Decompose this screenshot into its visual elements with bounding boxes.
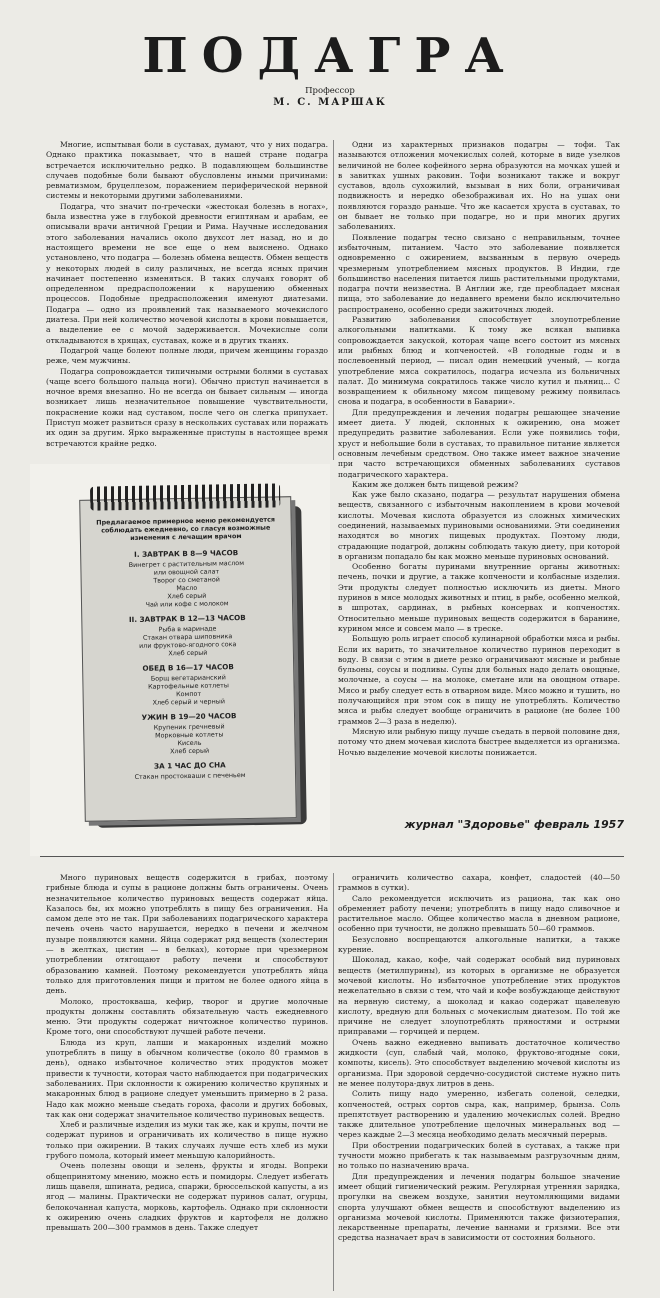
meal-title: I. ЗАВТРАК В 8—9 ЧАСОВ <box>134 548 239 559</box>
column-right-bottom <box>338 873 620 1291</box>
menu-dish: Хлеб серый <box>168 648 208 658</box>
diet-menu <box>95 515 282 781</box>
menu-dish: Кисель <box>177 738 202 748</box>
paragraph: Мясную или рыбную пищу лучше съедать в первой половине дня, потому что днем мочевая кислота быстрее выделяется из организма. Ночью выделение мочевой кислоты понижается. <box>338 726 620 757</box>
menu-dish: Картофельные котлеты <box>147 681 229 691</box>
spiral-binding-icon <box>90 483 280 510</box>
paragraph: Подагрой чаще болеют полные люди, причем женщины гораздо реже, чем мужчины. <box>46 345 328 366</box>
column-left-top <box>46 140 328 452</box>
menu-dish: или овощной салат <box>153 567 220 577</box>
paragraph: Солить пищу надо умеренно, избегать соленой, селедки, копченостей, острых сортов сыра, как, например, брынза. Соль препятствует растворению и удалению мочекислых солей. Вредно также длительное употребление щелочных минеральных вод — через каждые 2—3 месяца необходимо делать месячный перерыв. <box>338 1089 620 1140</box>
article-title: ПОДАГРА <box>142 28 518 84</box>
paragraph: Большую роль играет способ кулинарной обработки мяса и рыбы. Если их варить, то значительное количество пуринов переходит в воду. В связи с этим в диете резко ограничивают мясные и рыбные бульоны, соусы и подливы. Супы для больных надо делать овощные, молочные, а соусы — на молоке, сметане или на овощном отваре. Мясо и рыбу следует есть в отварном виде. Мясо можно и тушить, но получающийся при этом сок в пищу не употреблять. Количество мяса и рыбы следует вообще ограничить в рационе (не более 100 граммов 2—3 раза в неделю). <box>338 634 620 726</box>
paragraph: Для предупреждения и лечения подагры решающее значение имеет диета. У людей, склонных к ожирению, она может предупредить развитие заболевания. Если уже появились тофи, хруст и небольшие боли в суставах, то правильное питание является основным лечебным средством. Оно также имеет важное значение при часто встречающихся обменных заболеваниях суставов подагрического характера. <box>338 407 620 479</box>
menu-dish: Морковные котлеты <box>155 730 224 740</box>
meal-title: УЖИН В 19—20 ЧАСОВ <box>141 711 237 722</box>
menu-dish: Борщ вегетарианский <box>150 673 226 683</box>
menu-dish: Чай или кофе с молоком <box>145 599 229 609</box>
paragraph: Развитию заболевания способствует злоупотребление алкогольными напитками. К тому же всякая выпивка сопровождается закуской, которая чаще всего состоит из мясных или рыбных блюд и копченостей. «В голодные годы и в послевоенный период, — писал один немецкий ученый, — когда употребление мяса сократилось, подагра исчезла из больничных палат. До минимума сократилось также число кутил и пьяниц... С возвращением к обильному мясом пищевому режиму появилась снова и подагра, в особенности в Баварии». <box>338 315 620 407</box>
paragraph: Для предупреждения и лечения подагры большое значение имеет общий гигиенический режим. Регулярная утренняя зарядка, прогулки на свежем воздухе, занятия неутомляющими видами спорта улучшают обмен веществ и способствуют выделению из организма мочевой кислоты. Применяются также физиотерапия, лекарственные препараты, лечение ваннами и грязями. Все эти средства назначает врач в зависимости от состояния больного. <box>338 1171 620 1243</box>
menu-dish: Рыба в маринаде <box>158 624 217 634</box>
byline <box>250 86 410 108</box>
source-caption: журнал "Здоровье" февраль 1957 <box>404 818 624 831</box>
paragraph: Блюда из круп, лапши и макаронных изделий можно употреблять в пищу в обычном количестве (около 80 граммов в день), однако избыточное количество этих продуктов может привести к тучности, которая часто наблюдается при подагрических заболеваниях. При склонности к ожирению количество крупяных и макаронных блюд в рационе следует уменьшить примерно в 2 раза. Надо как можно меньше съедать гороха, фасоли и других бобовых, так как они содержат значительное количество пуриновых веществ. <box>46 1037 328 1119</box>
paragraph: ограничить количество сахара, конфет, сладостей (40—50 граммов в сутки). <box>338 873 620 893</box>
paragraph: Особенно богаты пуринами внутренние органы животных: печень, почки и другие, а также копчености и колбасные изделия. Эти продукты следует полностью исключить из диеты. Много пуринов в мясе молодых животных и птиц, в рыбе, особенно мелкой, в шпротах, сардинах, в рыбных консервах и копченостях. Относительно меньше пуриновых веществ содержится в баранине, курином мясе и совсем мало — в треске. <box>338 562 620 633</box>
paragraph: Как уже было сказано, подагра — результат нарушения обмена веществ, связанного с избыточным накоплением в крови мочевой кислоты. Мочевая кислота образуется из сложных химических соединений, называемых пуриновыми основаниями. Эти соединения находятся во многих пищевых продуктах. Поэтому люди, страдающие подагрой, должны соблюдать такую диету, при которой в организм попадало бы как можно меньше пуриновых оснований. <box>338 490 620 561</box>
paragraph: Подагра сопровождается типичными острыми болями в суставах (чаще всего большого пальца ноги). Обычно приступ начинается в ночное время внезапно. Но не всегда он бывает сильным — иногда возникает лишь незначительное повышение чувствительности, покраснение кожи над суставом, после чего он слегка припухает. Приступ может развиться сразу в нескольких суставах или поражать их один за другим. Ярко выраженные приступы в настоящее время встречаются крайне редко. <box>46 366 328 448</box>
column-left-bottom <box>46 873 328 1291</box>
menu-intro: Предлагаемое примерное меню рекомендуется соблюдать ежедневно, со гласуя возможные изменения с лечащим врачом <box>96 515 276 542</box>
menu-dish: Винегрет с растительным маслом <box>128 559 245 570</box>
paragraph: Безусловно воспрещаются алкогольные напитки, а также курение. <box>338 934 620 955</box>
menu-dish: Крупеник гречневый <box>153 722 225 732</box>
menu-dish: Масло <box>176 583 198 593</box>
paragraph: Одни из характерных признаков подагры — тофи. Так называются отложения мочекислых солей, которые в виде узелков величиной не более кофейного зерна образуются на мочках ушей и в завитках ушных раковин. Тофи возникают также и вокруг суставов, вдоль сухожилий, вызывая в них боли, ограничивая подвижность и нередко обезображивая их. Но на ушах они появляются гораздо раньше. Что же касается хруста в суставах, то он бывает не только при подагре, но и при многих других заболеваниях. <box>338 140 620 232</box>
menu-dish: или фруктово-ягодного сока <box>139 640 237 650</box>
paragraph: Очень полезны овощи и зелень, фрукты и ягоды. Вопреки общепринятому мнению, можно есть и помидоры. Следует избегать лишь щавеля, шпината, редиса, спаржи, брюссельской капусты, а из ягод — малины. Практически не содержат пуринов салат, огурцы, белокочанная капуста, морковь, картофель. Однако при склонности к ожирению очень сладких фруктов и картофеля не должно превышать 200—300 граммов в день. Также следует <box>46 1161 328 1233</box>
paragraph: Многие, испытывая боли в суставах, думают, что у них подагра. Однако практика показывает, что в нашей стране подагра встречается исключительно редко. В подавляющем большинстве случаев подобные боли бывают обусловлены иными причинами: ревматизмом, бруцеллезом, поражением периферической нервной системы и некоторыми другими заболеваниями. <box>46 140 328 201</box>
meal-title: II. ЗАВТРАК В 12—13 ЧАСОВ <box>128 612 246 625</box>
author-name: М. С. МАРШАК <box>273 97 387 108</box>
menu-dish: Хлеб серый <box>169 746 210 756</box>
paragraph: Очень важно ежедневно выпивать достаточное количество жидкости (суп, слабый чай, молоко, фруктово-ягодные соки, компоты, кисель). Это способствует выделению мочевой кислоты из организма. При здоровой сердечно-сосудистой системе нужно пить не менее полутора-двух литров в день. <box>338 1037 620 1088</box>
meal-title: ЗА 1 ЧАС ДО СНА <box>153 760 226 771</box>
menu-dish: Творог со сметаной <box>153 575 220 585</box>
paragraph: Хлеб и различные изделия из муки так же, как и крупы, почти не содержат пуринов и ограничивать их количество в пище нужно только при ожирении. В таких случаях лучше есть хлеб из муки грубого помола, который имеет меньшую калорийность. <box>46 1120 328 1161</box>
paragraph: При обострении подагрических болей в суставах, а также при тучности можно прибегать к так называемым разгрузочным дням, но только по назначению врача. <box>338 1140 620 1171</box>
paragraph: Появление подагры тесно связано с неправильным, точнее избыточным, питанием. Часто это заболевание появляется одновременно с ожирением, вызванным в первую очередь чрезмерным употреблением мясных продуктов. В Индии, где большинство населения питается лишь растительными продуктами, подагра почти неизвестна. В Англии же, где преобладает мясная пища, это заболевание до недавнего времени было исключительно распространено, особенно среди зажиточных людей. <box>338 232 620 314</box>
paragraph: Каким же должен быть пищевой режим? <box>352 479 519 489</box>
paragraph: Шоколад, какао, кофе, чай содержат особый вид пуриновых веществ (метилпурины), из которых в организме не образуется мочевой кислоты. Но избыточное употребление этих продуктов нежелательно в связи с тем, что чай и кофе возбуждающе действуют на нервную систему, а шоколад и какао содержат щавелевую кислоту, вредную для больных с мочекислым диатезом. По той же причине не следует злоупотреблять пряностями и острыми приправами — горчицей и перцем. <box>338 955 620 1037</box>
section-divider <box>40 856 624 857</box>
menu-dish: Стакан отвара шиповника <box>142 632 233 642</box>
menu-dish: Хлеб серый и черный <box>152 697 226 707</box>
meal-title: ОБЕД В 16—17 ЧАСОВ <box>142 662 234 673</box>
author-role: Профессор <box>305 86 355 96</box>
notepad <box>79 496 297 822</box>
column-right-top <box>338 140 620 810</box>
notepad-photo <box>30 464 330 856</box>
paragraph: Сало рекомендуется исключить из рациона, так как оно обременяет работу печени; употреблять в пищу надо сливочное и растительное масло. Общее количество масла в дневном рационе, особенно при тучности, не должно превышать 50—60 граммов. <box>338 893 620 934</box>
column-divider <box>333 140 334 460</box>
column-divider <box>333 873 334 1291</box>
paragraph: Подагра, что значит по-гречески «жестокая болезнь в ногах», была известна уже в глубокой древности египтянам и арабам, ее описывали врачи античной Греции и Рима. Научные исследования этого заболевания начались около двухсот лет назад, но и до настоящего времени не все еще о нем выяснено. Однако установлено, что подагра — болезнь обмена веществ. Обмен веществ у некоторых людей в силу различных, не всегда ясных причин начинает постепенно изменяться. В таких случаях говорят об определенном предрасположении к нарушению обменных процессов. Подобные предрасположения именуют диатезами. Подагра — одно из проявлений так называемого мочекислого диатеза. При ней количество мочевой кислоты в крови повышается, а выделение ее с мочой задерживается. Мочекислые соли откладываются в хрящах, суставах, коже и в других тканях. <box>46 201 328 345</box>
menu-dish: Хлеб серый <box>167 591 207 601</box>
menu-dish: Компот <box>175 689 202 699</box>
paragraph: Много пуриновых веществ содержится в грибах, поэтому грибные блюда и супы в рационе должны быть ограничены. Очень незначительное количество пуриновых веществ содержат яйца. Казалось бы, их можно употреблять в пищу без ограничения. На самом деле это не так. При заболеваниях подагрического характера печень очень часто нарушается, нередко в печени и желчном пузыре появляются камни. Яйца содержат ряд веществ (холестерин — в желтках, цистин — в белках), которые при чрезмерном употреблении отягощают работу печени и способствуют образованию камней. Поэтому рекомендуется употреблять яйца только для приготовления пищи и притом не более одного яйца в день. <box>46 873 328 996</box>
paragraph: Молоко, простокваша, кефир, творог и другие молочные продукты должны составлять обязательную часть ежедневного меню. Эти продукты содержат ничтожное количество пуринов. Кроме того, они способствуют лучшей работе печени. <box>46 996 328 1037</box>
menu-dish: Стакан простокваши с печеньем <box>134 771 246 781</box>
